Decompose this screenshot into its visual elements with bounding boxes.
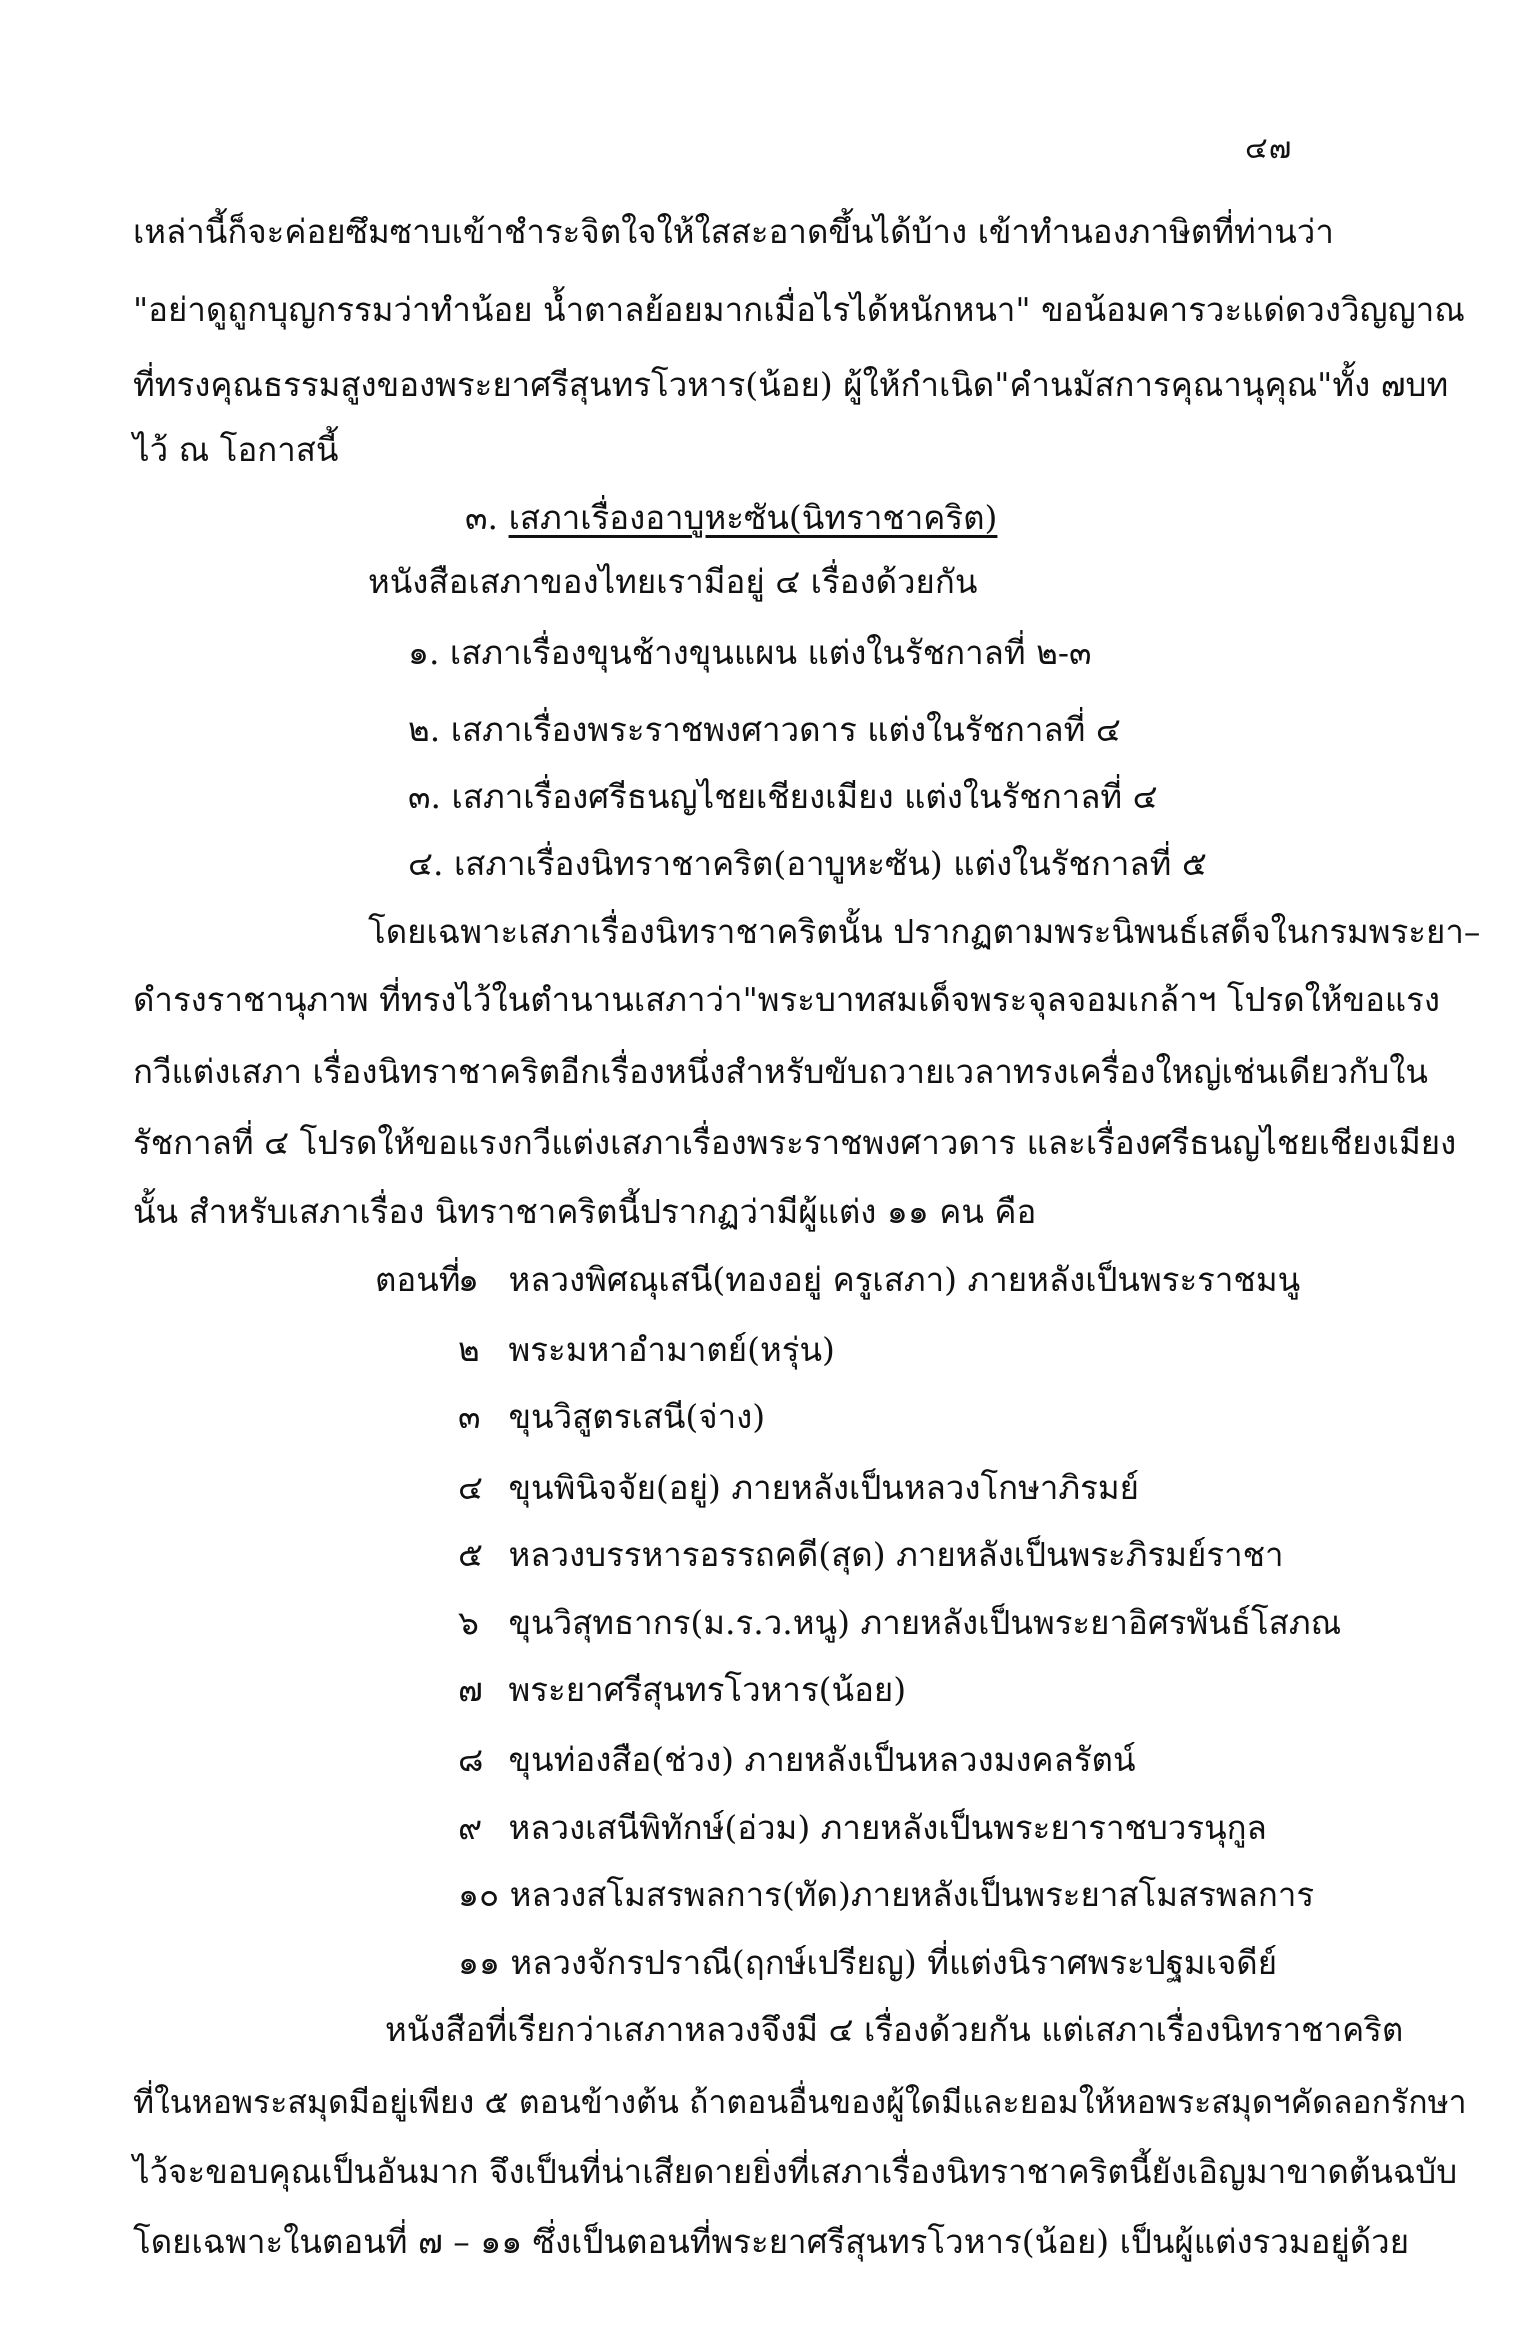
intro-line-1: เหล่านี้ก็จะค่อยซึมซาบเข้าชำระจิตใจให้ใสสะอาดขึ้นได้บ้าง เข้าทำนองภาษิตที่ท่านว่า (133, 212, 1334, 251)
author-text: หลวงพิศณุเสนี(ทองอยู่ ครูเสภา) ภายหลังเป็นพระราชมนู (508, 1260, 1301, 1299)
section-number: ๓. (465, 498, 499, 537)
author-text: ขุนพินิจจัย(อยู่) ภายหลังเป็นหลวงโกษาภิรมย์ (508, 1468, 1139, 1507)
intro-line-2: "อย่าดูถูกบุญกรรมว่าทำน้อย น้ำตาลย้อยมากเมื่อไรได้หนักหนา" ขอน้อมคารวะแด่ดวงวิญญาณ (133, 290, 1465, 329)
author-text: หลวงบรรหารอรรถคดี(สุด) ภายหลังเป็นพระภิรมย์ราชา (508, 1535, 1284, 1574)
section-lead: หนังสือเสภาของไทยเรามีอยู่ ๔ เรื่องด้วยกัน (368, 562, 978, 601)
para3-line-1: หนังสือที่เรียกว่าเสภาหลวงจึงมี ๔ เรื่องด้วยกัน แต่เสภาเรื่องนิทราชาคริต (385, 2010, 1404, 2049)
author-text: ขุนวิสุทธากร(ม.ร.ว.หนู) ภายหลังเป็นพระยาอิศรพันธ์โสภณ (508, 1603, 1342, 1642)
sepha-item-2: ๒. เสภาเรื่องพระราชพงศาวดาร แต่งในรัชกาลที่ ๔ (408, 710, 1121, 749)
author-row (458, 1535, 1284, 1575)
author-text: ขุนวิสูตรเสนี(จ่าง) (508, 1397, 766, 1436)
para2-line-5: นั้น สำหรับเสภาเรื่อง นิทราชาคริตนี้ปรากฏว่ามีผู้แต่ง ๑๑ คน คือ (133, 1192, 1037, 1231)
author-text: หลวงจักรปราณี(ฤกษ์เปรียญ) ที่แต่งนิราศพระปฐมเจดีย์ (510, 1943, 1278, 1982)
author-row (458, 1468, 1139, 1508)
author-number: ๓ (458, 1397, 481, 1436)
intro-line-4: ไว้ ณ โอกาสนี้ (133, 430, 339, 469)
author-text: พระยาศรีสุนทรโวหาร(น้อย) (508, 1670, 907, 1709)
author-row (458, 1330, 835, 1370)
author-number: ๖ (458, 1603, 479, 1642)
author-row (458, 1260, 1300, 1300)
author-number: ๔ (458, 1468, 483, 1507)
author-row (458, 1808, 1267, 1848)
section-heading (465, 498, 997, 538)
author-row (458, 1397, 765, 1437)
author-number: ๘ (458, 1740, 484, 1779)
para2-line-3: กวีแต่งเสภา เรื่องนิทราชาคริตอีกเรื่องหนึ่งสำหรับขับถวายเวลาทรงเครื่องใหญ่เช่นเดียวกับใน (133, 1052, 1428, 1091)
author-number: ๒ (458, 1330, 480, 1369)
author-text: หลวงสโมสรพลการ(ทัด)ภายหลังเป็นพระยาสโมสรพลการ (509, 1875, 1315, 1914)
para2-line-1: โดยเฉพาะเสภาเรื่องนิทราชาคริตนั้น ปรากฏตามพระนิพนธ์เสด็จในกรมพระยา– (368, 912, 1481, 951)
intro-line-3: ที่ทรงคุณธรรมสูงของพระยาศรีสุนทรโวหาร(น้อย) ผู้ให้กำเนิด"คำนมัสการคุณานุคุณ"ทั้ง ๗บท (133, 365, 1449, 404)
para3-line-3: ไว้จะขอบคุณเป็นอันมาก จึงเป็นที่น่าเสียดายยิ่งที่เสภาเรื่องนิทราชาคริตนี้ยังเอิญมาขาดต้นฉบับ (133, 2152, 1458, 2191)
author-row (458, 1943, 1277, 1983)
para3-line-2: ที่ในหอพระสมุดมีอยู่เพียง ๕ ตอนข้างต้น ถ้าตอนอื่นของผู้ใดมีและยอมให้หอพระสมุดฯคัดลอกรักษา (133, 2083, 1467, 2121)
author-text: ขุนท่องสือ(ช่วง) ภายหลังเป็นหลวงมงคลรัตน์ (508, 1740, 1136, 1779)
authors-label: ตอนที่ (375, 1260, 461, 1299)
sepha-item-4: ๔. เสภาเรื่องนิทราชาคริต(อาบูหะซัน) แต่งในรัชกาลที่ ๕ (408, 844, 1207, 883)
author-text: พระมหาอำมาตย์(หรุ่น) (508, 1330, 835, 1369)
section-title: เสภาเรื่องอาบูหะซัน(นิทราชาคริต) (508, 498, 998, 537)
author-row (458, 1740, 1136, 1780)
author-number: ๑๐ (458, 1875, 500, 1914)
sepha-item-3: ๓. เสภาเรื่องศรีธนญไชยเชียงเมียง แต่งในรัชกาลที่ ๔ (408, 777, 1158, 816)
author-row (458, 1670, 906, 1710)
para3-line-4: โดยเฉพาะในตอนที่ ๗ – ๑๑ ซึ่งเป็นตอนที่พระยาศรีสุนทรโวหาร(น้อย) เป็นผู้แต่งรวมอยู่ด้วย (133, 2222, 1410, 2261)
para2-line-2: ดำรงราชานุภาพ ที่ทรงไว้ในตำนานเสภาว่า"พระบาทสมเด็จพระจุลจอมเกล้าฯ โปรดให้ขอแรง (133, 980, 1441, 1019)
author-number: ๕ (458, 1535, 483, 1574)
author-number: ๑ (458, 1260, 479, 1299)
author-number: ๑๑ (458, 1943, 500, 1982)
author-number: ๙ (458, 1808, 483, 1847)
page-number: ๔๗ (1245, 131, 1293, 166)
author-row (458, 1603, 1341, 1643)
para2-line-4: รัชกาลที่ ๔ โปรดให้ขอแรงกวีแต่งเสภาเรื่องพระราชพงศาวดาร และเรื่องศรีธนญไชยเชียงเมียง (133, 1123, 1457, 1162)
author-text: หลวงเสนีพิทักษ์(อ่วม) ภายหลังเป็นพระยาราชบวรนุกูล (508, 1808, 1267, 1847)
author-row (458, 1875, 1314, 1915)
sepha-item-1: ๑. เสภาเรื่องขุนช้างขุนแผน แต่งในรัชกาลที่ ๒-๓ (408, 633, 1092, 672)
author-number: ๗ (458, 1670, 483, 1709)
